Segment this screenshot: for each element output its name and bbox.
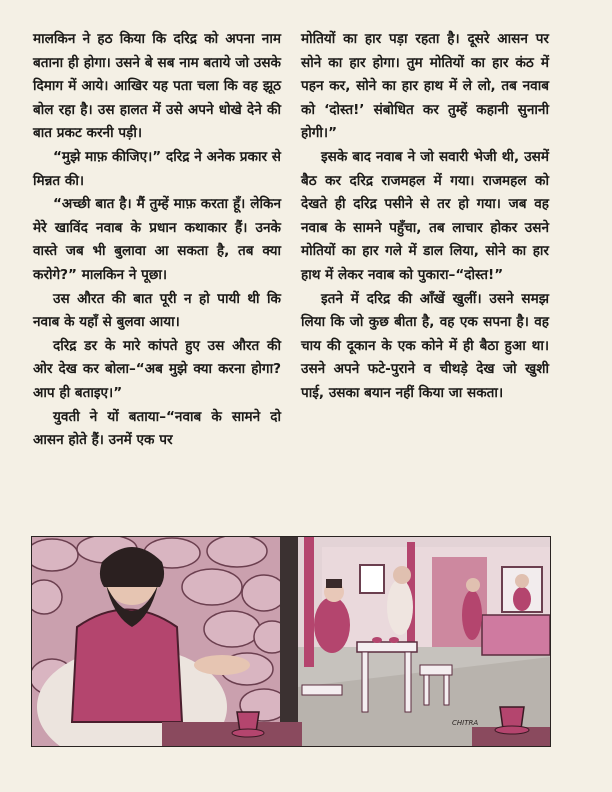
paragraph: उस औरत की बात पूरी न हो पायी थी कि नवाब के यहाँ से बुलवा आया। — [33, 290, 281, 331]
paragraph: मोतियों का हार पड़ा रहता है। दूसरे आसन पर सोने का हार होगा। तुम मोतियों का हार कंठ में पहन कर, सोने का हार हाथ में ले लो, तब नवाब को ‘दोस्त!’ संबोधित कर तुम्हें कहानी सुनानी होगी।” — [301, 31, 549, 142]
right-text-column — [301, 28, 549, 406]
illustration-drawing — [32, 537, 550, 746]
paragraph: युवती ने यों बताया–“नवाब के सामने दो आसन होते हैं। उनमें एक पर — [33, 408, 281, 449]
paragraph: “अच्छी बात है। मैं तुम्हें माफ़ करता हूँ। लेकिन मेरे खाविंद नवाब के प्रधान कथाकार हैं। उनके वास्ते जब भी बुलावा आ सकता है, तब क्या करोगे?” मालकिन ने पूछा। — [33, 196, 281, 283]
left-text-column — [33, 28, 281, 453]
paragraph: दरिद्र डर के मारे कांपते हुए उस औरत की ओर देख कर बोला–“अब मुझे क्या करना होगा? आप ही बताइए।” — [33, 337, 281, 401]
artist-signature: CHITRA — [452, 719, 479, 727]
paragraph: मालकिन ने हठ किया कि दरिद्र को अपना नाम बताना ही होगा। उसने बे सब नाम बताये जो उसके दिमाग में आये। आखिर यह पता चला कि वह झूठ बोल रहा है। उस हालत में उसे अपने धोखे देने की बात प्रकट करनी पड़ी। — [33, 31, 281, 142]
paragraph: इतने में दरिद्र की आँखें खुलीं। उसने समझ लिया कि जो कुछ बीता है, वह एक सपना है। वह चाय की दूकान के एक कोने में ही बैठा हुआ था। उसने अपने फटे-पुराने व चीथड़े देख जो खुशी पाई, उसका बयान नहीं किया जा सकता। — [301, 290, 549, 401]
paragraph: इसके बाद नवाब ने जो सवारी भेजी थी, उसमें बैठ कर दरिद्र राजमहल में गया। राजमहल को देखते ही दरिद्र पसीने से तर हो गया। जब वह नवाब के सामने पहुँचा, तब लाचार होकर उसने मोतियों का हार गले में डाल लिया, सोने का हार हाथ में लेकर नवाब को पुकारा–“दोस्त!” — [301, 148, 549, 283]
paragraph: “मुझे माफ़ कीजिए।” दरिद्र ने अनेक प्रकार से मिन्नत की। — [33, 148, 281, 189]
story-illustration — [31, 536, 551, 747]
